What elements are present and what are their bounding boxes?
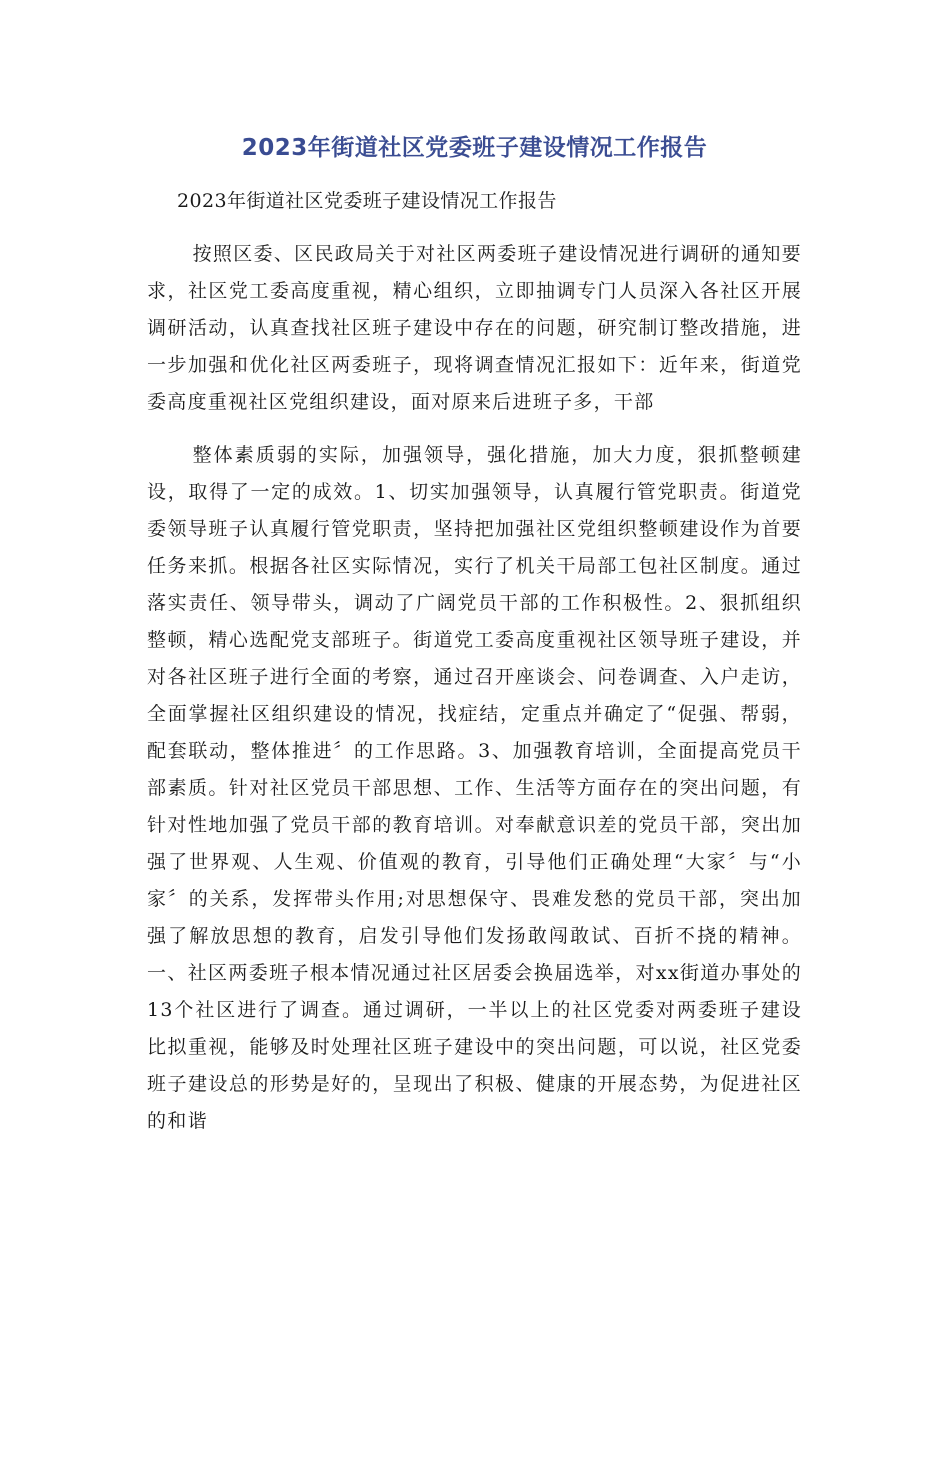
- body-paragraph-2: 整体素质弱的实际，加强领导，强化措施，加大力度，狠抓整顿建设，取得了一定的成效。1、切实加强领导，认真履行管党职责。街道党委领导班子认真履行管党职责，坚持把加强社区党组织整顿建设作为首要任务来抓。根据各社区实际情况，实行了机关干局部工包社区制度。通过落实责任、领导带头，调动了广阔党员干部的工作积极性。2、狠抓组织整顿，精心选配党支部班子。街道党工委高度重视社区领导班子建设，并对各社区班子进行全面的考察，通过召开座谈会、问卷调查、入户走访，全面掌握社区组织建设的情况，找症结，定重点并确定了“促强、帮弱，配套联动，整体推进〞的工作思路。3、加强教育培训，全面提高党员干部素质。针对社区党员干部思想、工作、生活等方面存在的突出问题，有针对性地加强了党员干部的教育培训。对奉献意识差的党员干部，突出加强了世界观、人生观、价值观的教育，引导他们正确处理“大家〞与“小家〞的关系，发挥带头作用;对思想保守、畏难发愁的党员干部，突出加强了解放思想的教育，启发引导他们发扬敢闯敢试、百折不挠的精神。一、社区两委班子根本情况通过社区居委会换届选举，对xx街道办事处的13个社区进行了调查。通过调研，一半以上的社区党委对两委班子建设比拟重视，能够及时处理社区班子建设中的突出问题，可以说，社区党委班子建设总的形势是好的，呈现出了积极、健康的开展态势，为促进社区的和谐: [147, 444, 802, 1132]
- document-title: 2023年街道社区党委班子建设情况工作报告: [241, 135, 708, 161]
- document-page: [0, 132, 950, 1476]
- document-subtitle: 2023年街道社区党委班子建设情况工作报告: [177, 190, 557, 212]
- body-paragraph-1: 按照区委、区民政局关于对社区两委班子建设情况进行调研的通知要求，社区党工委高度重视，精心组织，立即抽调专门人员深入各社区开展调研活动，认真查找社区班子建设中存在的问题，研究制订整改措施，进一步加强和优化社区两委班子，现将调查情况汇报如下：近年来，街道党委高度重视社区党组织建设，面对原来后进班子多，干部: [147, 243, 802, 413]
